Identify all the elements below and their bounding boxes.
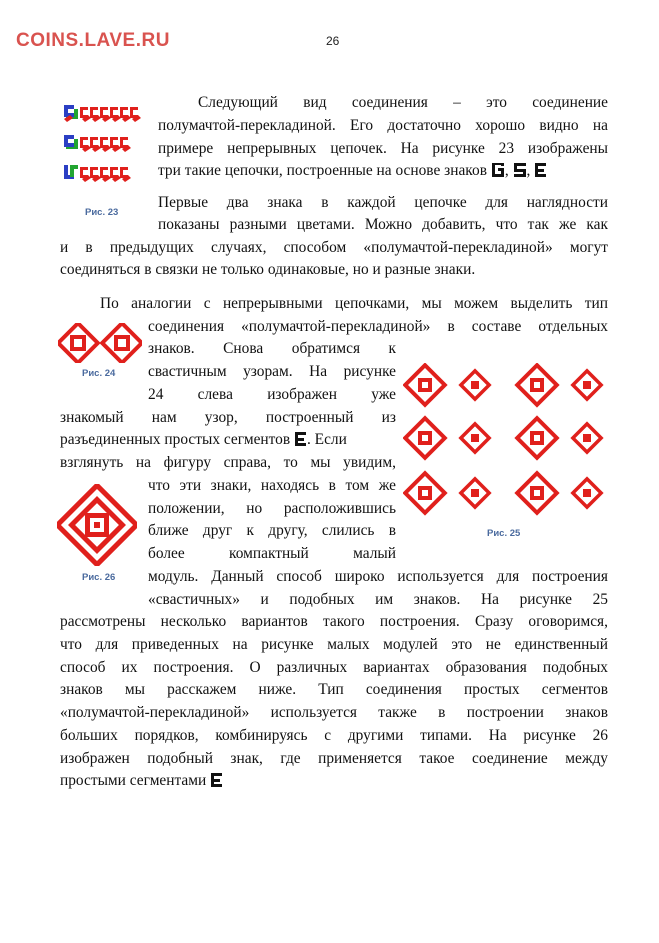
figure-23-chains bbox=[62, 103, 142, 191]
text-line-content: разъединенных простых сегментов bbox=[60, 431, 291, 448]
text-line bbox=[158, 160, 610, 183]
chain-row bbox=[64, 105, 141, 122]
text-line: положении, но расположившись bbox=[148, 500, 396, 517]
text-line: «свастичных» и подобных им знаков. На рисунке 25 bbox=[148, 591, 608, 608]
text-line: соединения «полумачтой-перекладиной» в составе отдельных bbox=[148, 318, 608, 335]
watermark: COINS.LAVE.RU bbox=[16, 30, 170, 51]
sign-e-icon bbox=[535, 163, 546, 177]
text-line: знаков. Снова обратимся к bbox=[148, 340, 396, 357]
text-line-content: три такие цепочки, построенные на основе знаков bbox=[158, 162, 487, 179]
page-number: 26 bbox=[326, 34, 340, 48]
text-line bbox=[60, 429, 400, 452]
text-line bbox=[60, 770, 360, 793]
separator: , bbox=[526, 162, 531, 179]
figure-26-ornament bbox=[57, 484, 137, 566]
text-line: «полумачтой-перекладиной» используется также в построении знаков bbox=[60, 704, 608, 721]
text-line: взглянуть на фигуру справа, то мы увидим, bbox=[60, 454, 396, 471]
sign-s-icon bbox=[514, 163, 526, 177]
sign-e-icon bbox=[211, 773, 222, 787]
text-line: и в предыдущих случаях, способом «полумачтой-перекладиной» могут bbox=[60, 239, 608, 256]
separator: , bbox=[504, 162, 509, 179]
text-line: рассмотрены несколько вариантов такого построения. Сразу оговоримся, bbox=[60, 613, 608, 630]
text-line: примере непрерывных цепочек. На рисунке 23 изображены bbox=[158, 140, 608, 157]
text-line: больших порядков, комбинируясь с другими типами. На рисунке 26 bbox=[60, 727, 608, 744]
text-line: 24 слева изображен уже bbox=[148, 386, 396, 403]
text-line-content: простыми сегментами bbox=[60, 772, 207, 789]
text-line: способ их построения. О различных вариантах образования подобных bbox=[60, 659, 608, 676]
text-line: что эти знаки, находясь в том же bbox=[148, 477, 396, 494]
caption-fig26: Рис. 26 bbox=[82, 572, 116, 583]
figure-25-grid bbox=[403, 363, 607, 523]
text-line: более компактный малый bbox=[148, 545, 396, 562]
text-line: знаков мы расскажем ниже. Тип соединения простых сегментов bbox=[60, 681, 608, 698]
text-line-content: . Если bbox=[306, 431, 347, 448]
caption-fig23: Рис. 23 bbox=[85, 207, 119, 218]
sign-g-icon bbox=[492, 163, 504, 177]
text-line: По аналогии с непрерывными цепочками, мы можем выделить тип bbox=[100, 295, 608, 312]
caption-fig25: Рис. 25 bbox=[487, 528, 521, 539]
text-line: модуль. Данный способ широко используется для построения bbox=[148, 568, 608, 585]
caption-fig24: Рис. 24 bbox=[82, 368, 116, 379]
text-line: ближе друг к другу, слились в bbox=[148, 522, 396, 539]
text-line: изображен подобный знак, где применяется такое соединение между bbox=[60, 750, 608, 767]
text-line: Следующий вид соединения – это соединение bbox=[198, 94, 608, 111]
text-line: знакомый нам узор, построенный из bbox=[60, 409, 396, 426]
text-line: полумачтой-перекладиной. Его достаточно хорошо видно на bbox=[158, 117, 608, 134]
text-line: что для приведенных на рисунке малых модулей это не единственный bbox=[60, 636, 608, 653]
text-line: показаны разными цветами. Можно добавить, что так же как bbox=[158, 216, 608, 233]
text-line: соединяться в связки не только одинаковые, но и разные знаки. bbox=[60, 261, 476, 278]
figure-24-ornaments bbox=[58, 323, 142, 363]
sign-e-icon bbox=[295, 432, 306, 446]
text-line: свастичным узорам. На рисунке bbox=[148, 363, 396, 380]
text-line: Первые два знака в каждой цепочке для наглядности bbox=[158, 194, 608, 211]
